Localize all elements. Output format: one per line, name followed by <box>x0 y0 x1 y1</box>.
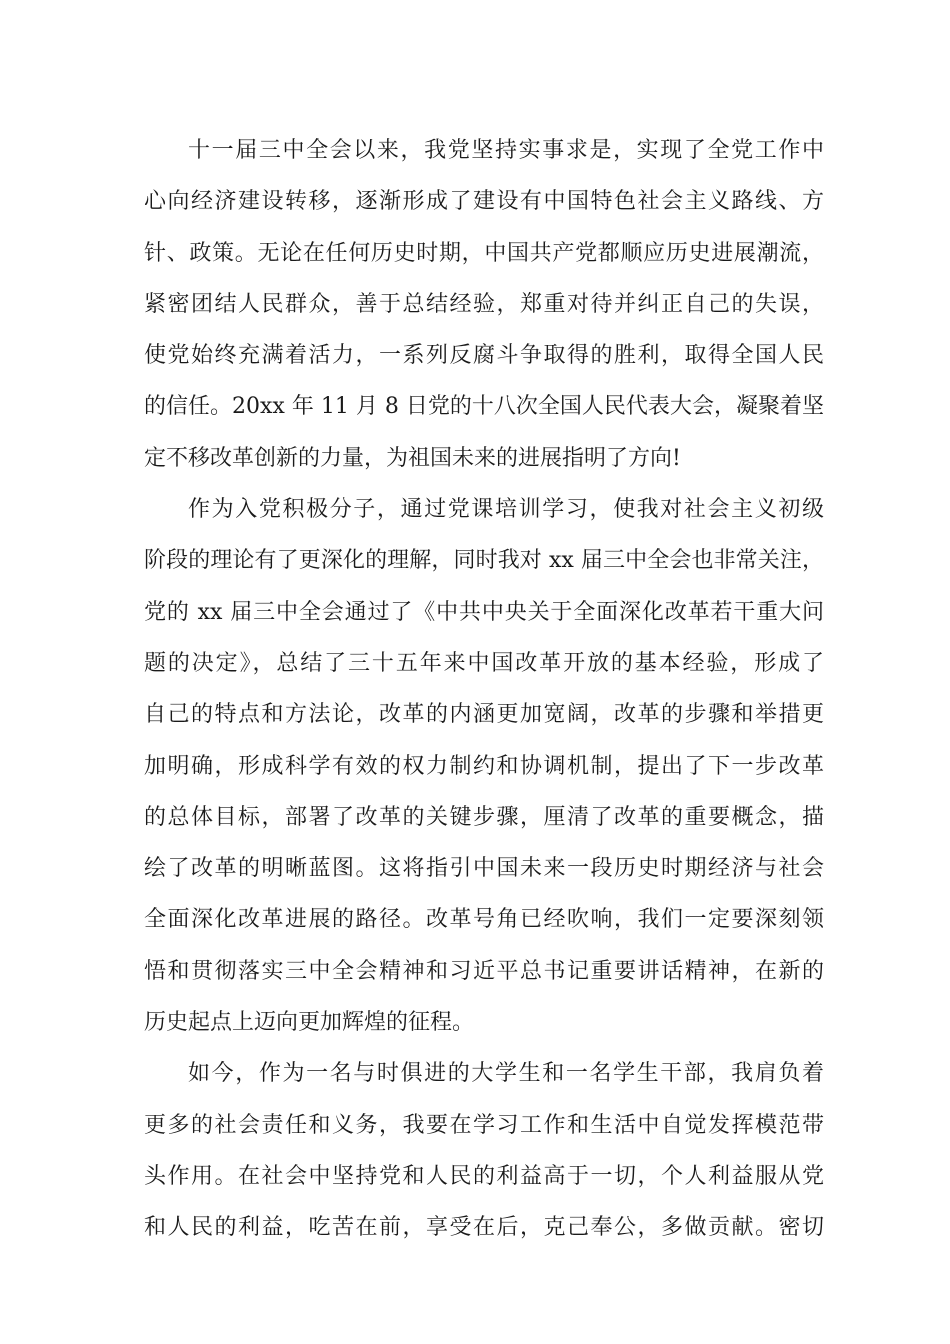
text-line: 作为入党积极分子，通过党课培训学习，使我对社会主义初级 <box>188 497 824 523</box>
paragraph-3 <box>144 1051 824 1256</box>
text-line: 题的决定》，总结了三十五年来中国改革开放的基本经验，形成了 <box>144 650 824 676</box>
text-line: 如今，作为一名与时俱进的大学生和一名学生干部，我肩负着 <box>188 1061 824 1087</box>
text-line: 悟和贯彻落实三中全会精神和习近平总书记重要讲话精神，在新的 <box>144 958 824 984</box>
text-line: 心向经济建设转移，逐渐形成了建设有中国特色社会主义路线、方 <box>144 189 824 215</box>
paragraph-2 <box>144 487 824 1051</box>
text-line: 加明确，形成科学有效的权力制约和协调机制，提出了下一步改革 <box>144 753 824 779</box>
text-line: 全面深化改革进展的路径。改革号角已经吹响，我们一定要深刻领 <box>144 907 824 933</box>
text-line: 绘了改革的明晰蓝图。这将指引中国未来一段历史时期经济与社会 <box>144 856 824 882</box>
text-line: 的信任。20xx 年 11 月 8 日党的十八次全国人民代表大会，凝聚着坚 <box>144 394 824 420</box>
text-line: 历史起点上迈向更加辉煌的征程。 <box>144 1010 475 1036</box>
text-line: 使党始终充满着活力，一系列反腐斗争取得的胜利，取得全国人民 <box>144 343 824 369</box>
text-line: 头作用。在社会中坚持党和人民的利益高于一切，个人利益服从党 <box>144 1163 824 1189</box>
text-line: 的总体目标，部署了改革的关键步骤，厘清了改革的重要概念，描 <box>144 804 824 830</box>
text-line: 更多的社会责任和义务，我要在学习工作和生活中自觉发挥模范带 <box>144 1112 824 1138</box>
document-body <box>144 128 824 1257</box>
text-line: 和人民的利益，吃苦在前，享受在后，克己奉公，多做贡献。密切 <box>144 1215 824 1241</box>
text-line: 党的 xx 届三中全会通过了《中共中央关于全面深化改革若干重大问 <box>144 599 824 625</box>
paragraph-1 <box>144 128 824 487</box>
text-line: 十一届三中全会以来，我党坚持实事求是，实现了全党工作中 <box>188 138 824 163</box>
text-line: 自己的特点和方法论，改革的内涵更加宽阔，改革的步骤和举措更 <box>144 702 824 728</box>
text-line: 针、政策。无论在任何历史时期，中国共产党都顺应历史进展潮流， <box>144 240 824 266</box>
text-line: 阶段的理论有了更深化的理解，同时我对 xx 届三中全会也非常关注， <box>144 548 824 574</box>
text-line: 紧密团结人民群众，善于总结经验，郑重对待并纠正自己的失误， <box>144 291 824 317</box>
text-line: 定不移改革创新的力量，为祖国未来的进展指明了方向! <box>144 445 681 471</box>
